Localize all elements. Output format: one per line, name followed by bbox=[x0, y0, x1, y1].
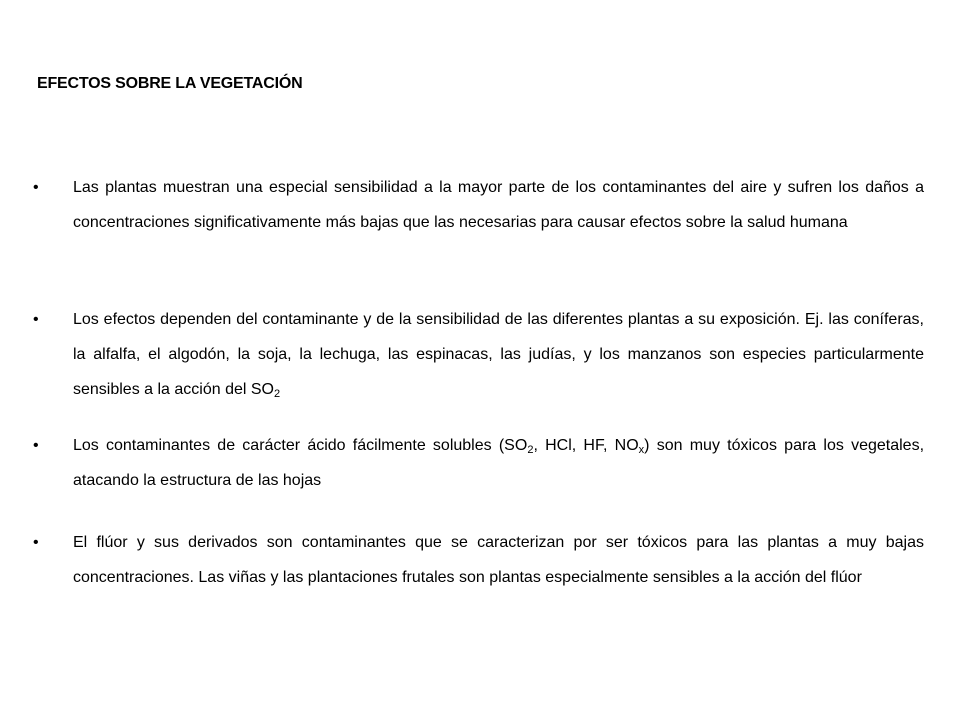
bullet-text-part: Los contaminantes de carácter ácido fácilmente solubles (SO bbox=[73, 437, 528, 454]
bullet-icon: • bbox=[33, 437, 39, 454]
list-item bbox=[33, 302, 924, 407]
bullet-text: El flúor y sus derivados son contaminantes que se caracterizan por ser tóxicos para las plantas a muy bajas concentraciones. Las viñas y las plantaciones frutales son plantas especialmente sensibles a la acción del flúor bbox=[73, 534, 924, 586]
list-item bbox=[33, 525, 924, 595]
bullet-text-part: , HCl, HF, NO bbox=[533, 437, 639, 454]
subscript: 2 bbox=[527, 444, 534, 456]
bullet-icon: • bbox=[33, 179, 39, 196]
subscript: x bbox=[638, 444, 645, 456]
bullet-text-part: ) son muy tóxicos para los vegetales, atacando la estructura de las hojas bbox=[73, 437, 925, 489]
subscript: 2 bbox=[274, 388, 281, 400]
bullet-text-main: Los efectos dependen del contaminante y de la sensibilidad de las diferentes plantas a su exposición. Ej. las coníferas, la alfalfa, el algodón, la soja, la lechuga, las espinacas, las judías, y los manzanos son especies particularmente sensibles a la acción del SO bbox=[73, 311, 924, 398]
page-title: EFECTOS SOBRE LA VEGETACIÓN bbox=[37, 75, 303, 92]
bullet-text bbox=[73, 302, 924, 407]
bullet-text: Las plantas muestran una especial sensibilidad a la mayor parte de los contaminantes del aire y sufren los daños a concentraciones significativamente más bajas que las necesarias para causar efectos sobre la salud humana bbox=[73, 179, 924, 231]
list-item bbox=[33, 428, 924, 498]
bullet-icon: • bbox=[33, 311, 39, 328]
list-item bbox=[33, 170, 924, 240]
bullet-text bbox=[73, 428, 924, 498]
bullet-icon: • bbox=[33, 534, 39, 551]
